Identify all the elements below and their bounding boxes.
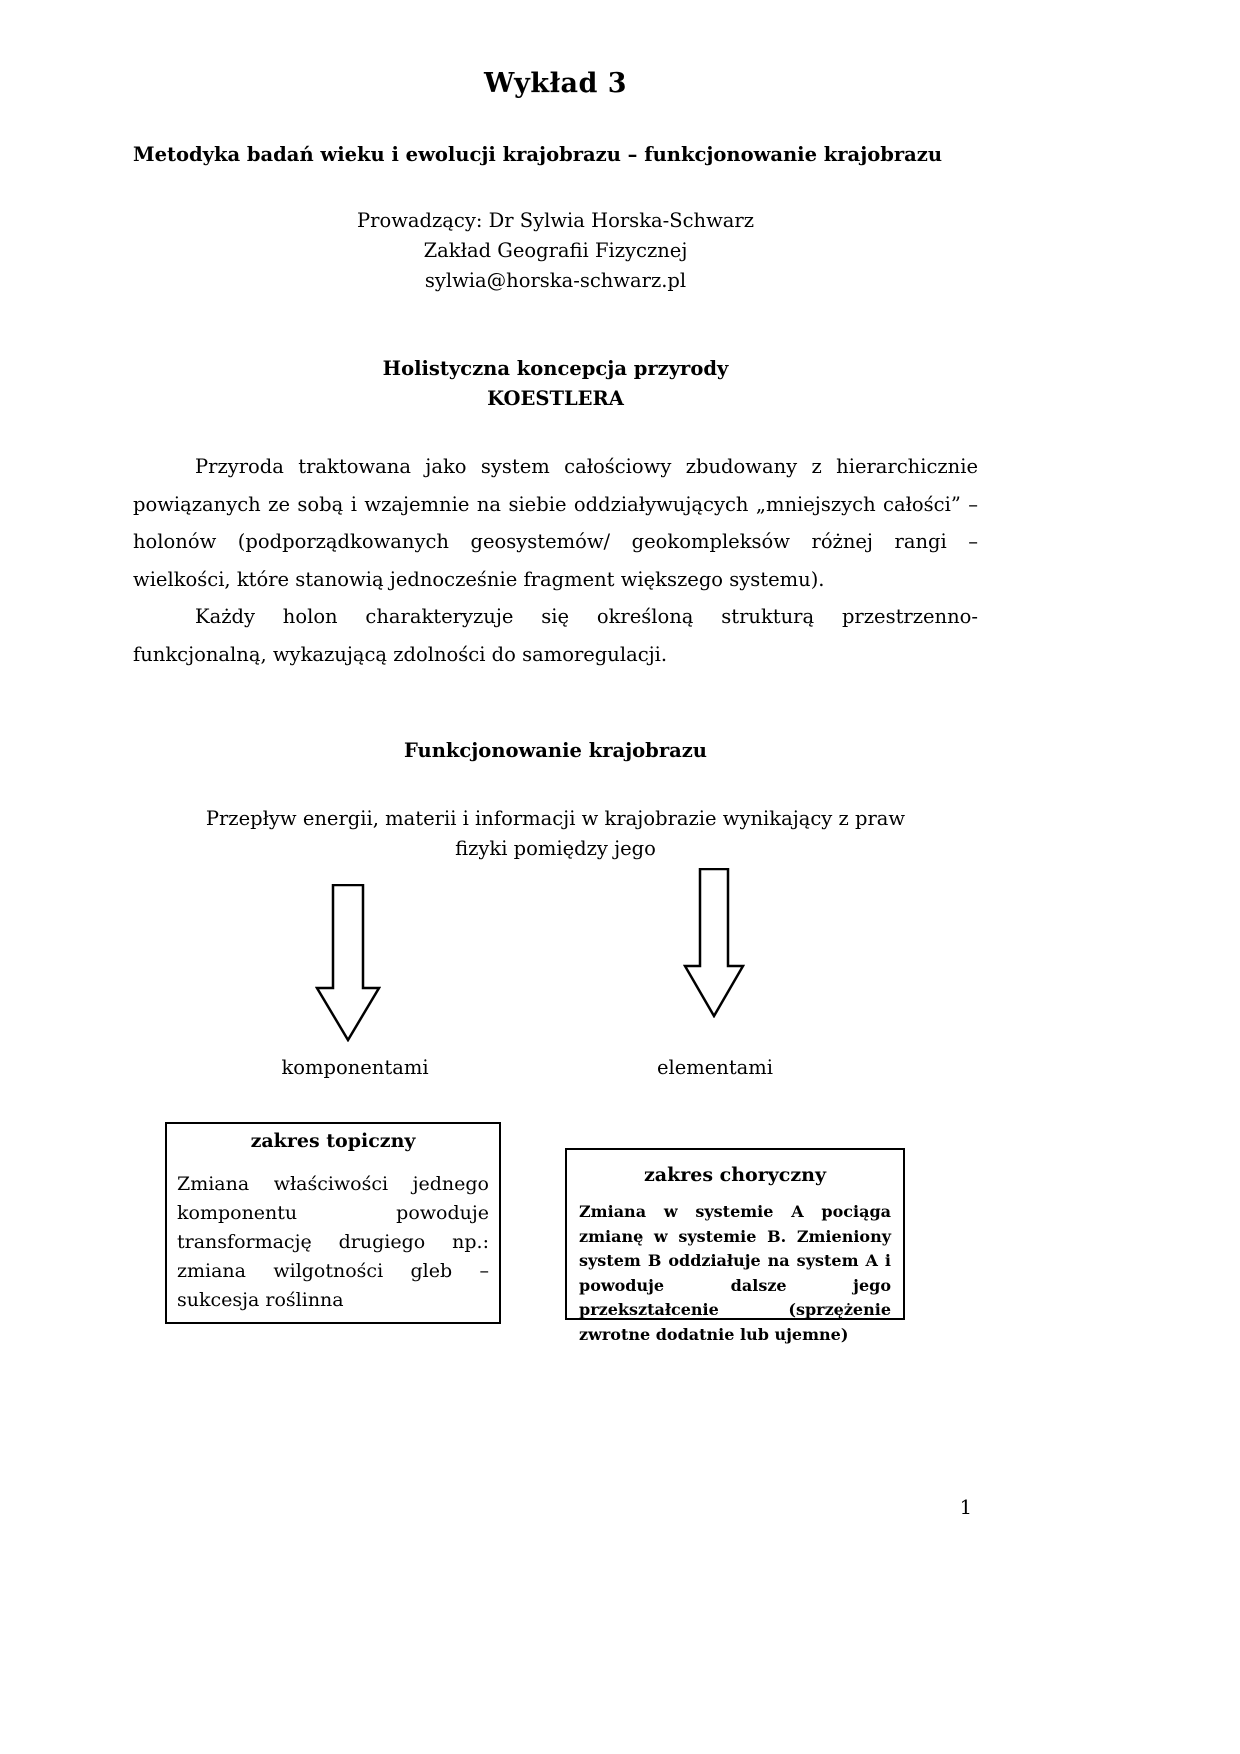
paragraph-koestler-2: Każdy holon charakteryzuje się określoną strukturą przestrzenno-funkcjonalną, wykazującą zdolności do samoregulacji. [133, 605, 978, 666]
section-heading-line1: Holistyczna koncepcja przyrody [382, 357, 729, 380]
section-heading-line2: KOESTLERA [487, 387, 624, 410]
section-heading-koestler [133, 354, 978, 414]
lecturer-department: Zakład Geografii Fizycznej [423, 239, 688, 262]
box-body: Zmiana w systemie A pociąga zmianę w systemie B. Zmieniony system B oddziałuje na system A i powoduje dalsze jego przekształcenie (sprzężenie zwrotne dodatnie lub ujemne) [579, 1202, 891, 1344]
box-title: zakres topiczny [250, 1130, 416, 1152]
box-zakres-choryczny [565, 1148, 905, 1344]
section-heading-functioning: Funkcjonowanie krajobrazu [404, 739, 707, 762]
page-title: Wykład 3 [483, 68, 628, 99]
document-content [133, 0, 978, 1348]
flow-diagram [133, 868, 978, 1348]
down-arrow-icon [315, 884, 381, 1042]
label-komponentami: komponentami [281, 1056, 429, 1079]
box-title: zakres choryczny [644, 1164, 826, 1186]
box-body: Zmiana właściwości jednego komponentu powoduje transformację drugiego np.: zmiana wilgotności gleb – sukcesja roślinna [177, 1173, 489, 1311]
paragraph-koestler-1: Przyroda traktowana jako system całościowy zbudowany z hierarchicznie powiązanych ze sobą i wzajemnie na siebie oddziaływujących „mniejszych całości” – holonów (podporządkowanych geosystemów/ geokompleksów różnej rangi – wielkości, które stanowią jednocześnie fragment większego systemu). [133, 455, 978, 591]
page-number: 1 [959, 1496, 972, 1519]
label-elementami: elementami [656, 1056, 774, 1079]
box-zakres-topiczny [165, 1122, 501, 1324]
lecturer-info [133, 206, 978, 296]
down-arrow-icon [683, 868, 745, 1018]
lecture-subtitle: Metodyka badań wieku i ewolucji krajobrazu – funkcjonowanie krajobrazu [133, 143, 943, 166]
lecturer-email: sylwia@horska-schwarz.pl [424, 269, 687, 292]
lecturer-name: Prowadzący: Dr Sylwia Horska-Schwarz [357, 209, 754, 232]
functioning-intro: Przepływ energii, materii i informacji w krajobrazie wynikający z praw fizyki pomiędzy jego [205, 807, 906, 860]
